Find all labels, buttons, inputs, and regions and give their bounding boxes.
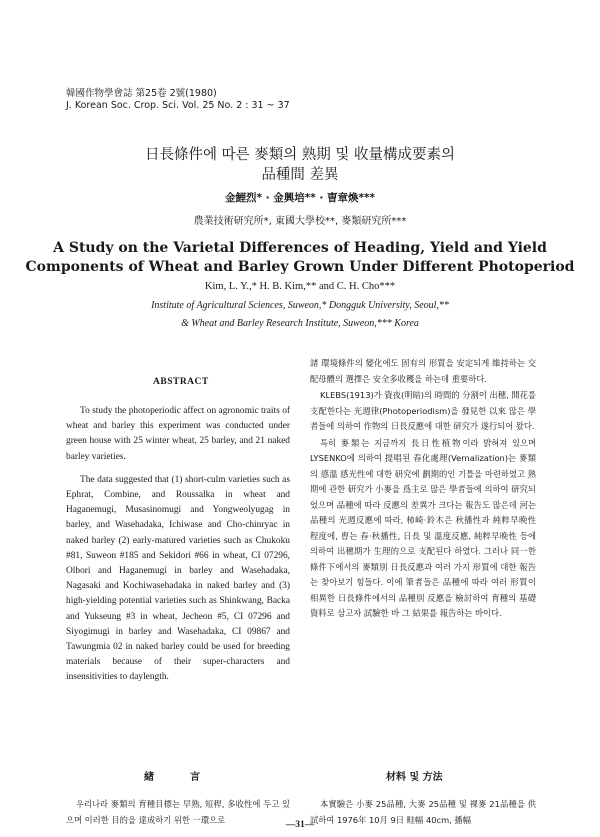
body-paragraph: 특히 麥類는 지금까지 長日性植物이라 밝혀져 있으며 LYSENKO에 의하여 提唱된 春化處理(Vernalization)는 麥類의 感溫 感光性에 대한 研究에 劃期的인 기틀을 마련하였고 熟期에 관한 研究가 小麥을 爲主로 많은 學者들에 의하여 研究되었으며 品種에 따라 反應의 差異가 크다는 報告도 많은데 河는 品種의 光週反應에 따라, 柿崎·鈴木은 秋播性과 純粹早晩性 程度에, 曺는 春·秋播性, 日長 및 溫度反應, 純粹早晩性 등에 의하여 出穗期가 生理的으로 支配된다 하였다. 그러나 同一한 條件下에서의 麥類別 日長反應과 여러 가지 形質에 대한 報告는 찾아보기 힘들다. 이에 筆者들은 品種에 따라 여러 形質이 相異한 日長條件에서의 品種別 反應을 檢討하여 育種의 基礎資料로 삼고자 試驗한 바 그 結果를 報告하는 바이다. (310, 437, 536, 618)
introduction-paragraph: 우리나라 麥類의 育種目標는 早熟, 短稈, 多收性에 두고 있으며 이러한 目的을 達成하기 위한 一環으로 (66, 799, 290, 825)
introduction-heading: 緖言 (144, 772, 236, 783)
abstract-paragraph: To study the photoperiodic affect on agronomic traits of wheat and barley this experiment was conducted under green house with 25 winter wheat, 25 barley, and 21 naked barley varieties. (66, 406, 290, 462)
authors-korean: 金鯉烈* · 金興培** · 曺章煥*** (224, 192, 376, 204)
affiliations-english-line2: & Wheat and Barley Research Institute, Suweon,*** Korea (181, 318, 419, 329)
right-column-body (310, 356, 536, 623)
title-english-line2: Components of Wheat and Barley Grown Under Different Photoperiod (25, 259, 575, 275)
abstract-paragraph: The data suggested that (1) short-culm varieties such as Ephrat, Combine, and Roussalka in wheat and Haganemugi, Musasinomugi and Yongweolyugag in barley, and Wasehadaka, Ichiwase and Cho-chinryac in naked barley (2) early-matured varieties such as Chukoku #81, Suweon #185 and Sekidori #66 in wheat, CI 07296, Olbori and Haganemugi in barley and Wasehadaka, Nagasaki and Kochiwasehadaka in naked barley and (3) high-yielding potential varieties such as Shinkwang, Backa and Yukseung #3 in wheat, Jecheon #5, CI 07296 and Siyogimugi in barley and Wasehadaka, CI 09867 and Tawungmia 02 in naked barley could be used for breeding materials because of their super-characters and insensitivities to daylength. (66, 474, 290, 683)
abstract-body (66, 404, 290, 694)
page-number: —31— (285, 820, 315, 830)
body-paragraph: KLEBS(1913)가 資夜(明暗)의 時間的 分割이 出穗, 開花를 支配한다는 光週律(Photoperiodism)을 發見한 以來 많은 學者들에 의하여 作物의 日長反應에 대한 研究가 遂行되어 왔다. (310, 390, 536, 431)
abstract-heading: ABSTRACT (153, 377, 209, 387)
journal-line-korean: 韓國作物學會誌 第25卷 2號(1980) (66, 88, 217, 99)
title-korean-line1: 日長條件에 따른 麥類의 熟期 및 收量構成要素의 (144, 147, 456, 163)
title-english-line1: A Study on the Varietal Differences of Heading, Yield and Yield (53, 240, 547, 256)
methods-heading: 材料 및 方法 (386, 772, 443, 783)
authors-english: Kim, L. Y.,* H. B. Kim,** and C. H. Cho*** (204, 281, 396, 292)
methods-paragraph: 本實驗은 小麥 25品種, 大麥 25品種 및 裸麥 21品種을 供試하여 1976年 10月 9日 畦幅 40cm, 播幅 (310, 799, 536, 825)
journal-line-english: J. Korean Soc. Crop. Sci. Vol. 25 No. 2 : 31 ~ 37 (66, 100, 290, 111)
title-korean-line2: 品種間 差異 (261, 167, 339, 183)
body-paragraph: 諸 環境條件의 變化에도 固有의 形質을 安定되게 維持하는 交配母體의 選擇은 安全多收穫을 하는데 重要하다. (310, 358, 536, 384)
affiliations-korean: 農業技術研究所*, 東國大學校**, 麥類研究所*** (193, 216, 407, 227)
journal-citation (66, 88, 290, 112)
affiliations-english-line1: Institute of Agricultural Sciences, Suweon,* Dongguk University, Seoul,** (151, 300, 449, 311)
